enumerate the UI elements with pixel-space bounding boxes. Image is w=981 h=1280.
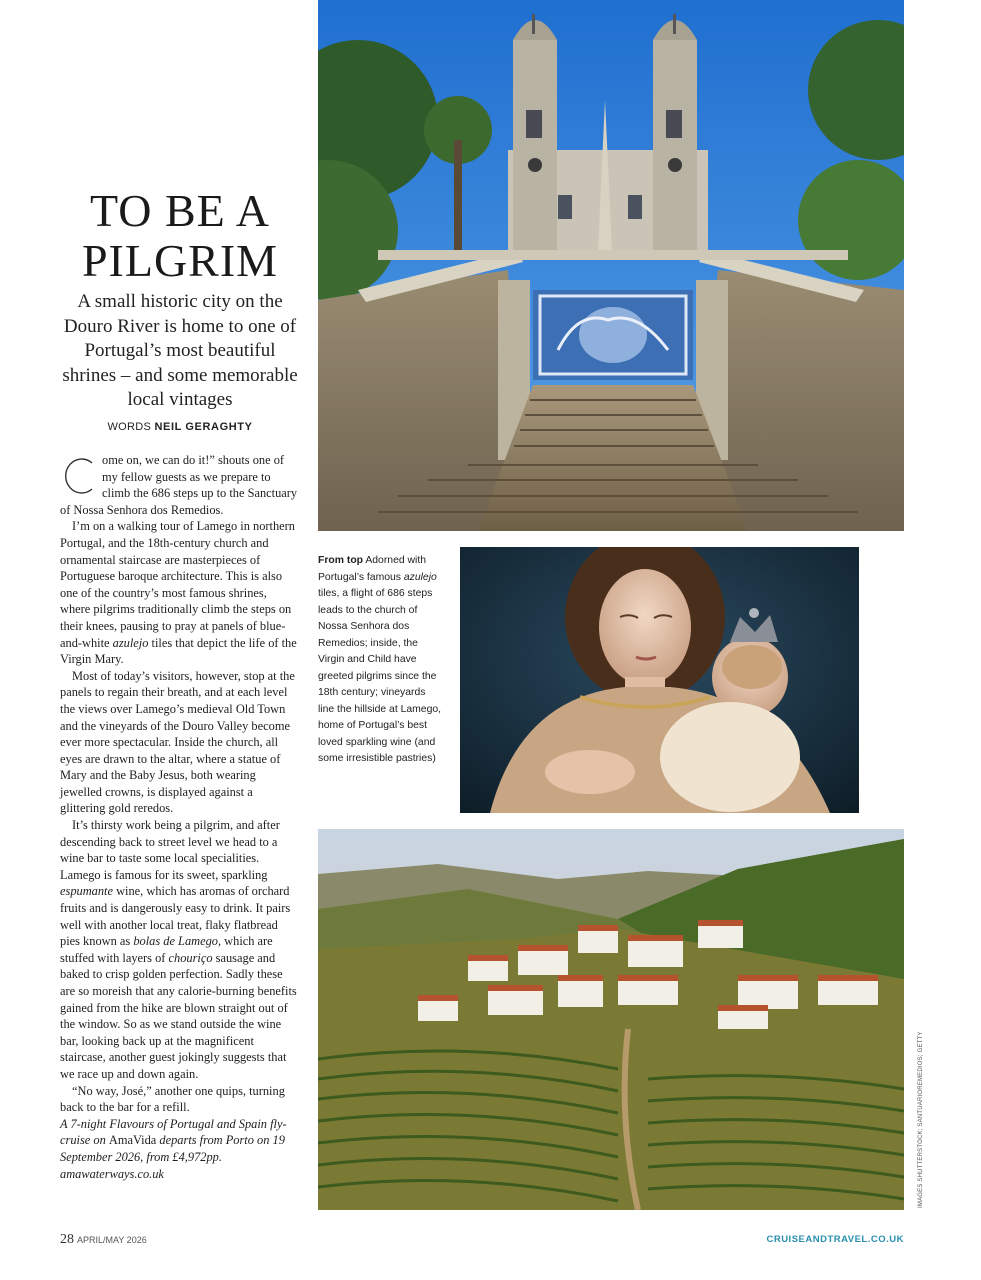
espumante-term: espumante: [60, 884, 113, 899]
article-paragraph-4-text-c: which are stuffed with layers of: [60, 934, 273, 965]
cruise-offer: [60, 1116, 298, 1182]
article-body: [60, 452, 298, 1182]
photo-vineyards-lamego: [318, 829, 904, 1210]
caption-text-b: tiles, a flight of 686 steps leads to the church of Nossa Senhora dos Remedios; inside, the Virgin and Child have greeted pilgrims since the 18th century; vineyards line the hillside at Lamego, home of Portugal’s best loved sparkling wine (and some irresistible pastries): [318, 588, 442, 764]
image-credit: IMAGES SHUTTERSTOCK; SANTUARIOREMEDIOS; GETTY: [918, 1031, 924, 1208]
cruise-offer-text-b: departs from Porto on 19 September 2026, from £4,972pp. amawaterways.co.uk: [60, 1133, 285, 1181]
cruise-brand: AmaVida: [108, 1133, 157, 1148]
article-paragraph-3: Most of today’s visitors, however, stop at the panels to regain their breath, and at each level the views over Lamego’s medieval Old Town and the vineyards of the Douro Valley become ever more spectacular. Inside the church, all eyes are drawn to the altar, where a statue of Mary and the Baby Jesus, both wearing jewelled crowns, is displayed against a glittering gold reredos.: [60, 668, 295, 816]
headline-line-2: PILGRIM: [81, 235, 279, 286]
article-paragraph-5: “No way, José,” another one quips, turning back to the bar for a refill.: [60, 1083, 285, 1115]
article-paragraph-2-text-a: I’m on a walking tour of Lamego in northern Portugal, and the 18th-century church and ornamental staircase are masterpieces of Portuguese baroque architecture. This is also one of the country’s most famous shrines, where pilgrims traditionally climb the steps on their knees, pausing to pray at panels of blue-and-white: [60, 519, 295, 650]
article-paragraph-2: [60, 518, 298, 667]
standfirst: A small historic city on the Douro River is home to one of Portugal’s most beautiful shrines – and some memorable local vintages: [62, 291, 298, 410]
article-paragraph-2-text-b: tiles that depict the life of the Virgin Mary.: [60, 635, 297, 667]
article-paragraph-4: [60, 817, 298, 1083]
article-paragraph-4-text-b: wine, which has aromas of orchard fruits and is dangerously easy to drink. It pairs well with another local treat, flaky flatbread pies known as: [60, 884, 291, 949]
article-paragraph-1: [60, 452, 298, 518]
chourico-term: chouriço: [168, 950, 213, 965]
page-folio: [60, 1232, 147, 1248]
drop-cap-c: [60, 454, 96, 498]
issue-date: APRIL/MAY 2026: [77, 1235, 147, 1245]
photo-virgin-and-child: [460, 547, 859, 813]
azulejo-term: azulejo: [112, 635, 149, 650]
caption-azulejo-term: azulejo: [403, 571, 437, 583]
bolas-term: bolas de Lamego,: [133, 934, 222, 949]
caption-lead: From top: [318, 555, 364, 566]
byline-prefix: WORDS: [107, 421, 152, 433]
article-paragraph-4-text-d: sausage and baked to crisp golden perfection. Sadly these are so moreish that any calorie-burning benefits gained from the hike are blown straight out of the window. So as we stand outside the wine bar, looking back up at the magnificent staircase, another guest jokingly suggests that we race up and down again.: [60, 950, 297, 1081]
headline-line-1: TO BE A: [90, 185, 270, 236]
byline: [60, 421, 300, 433]
byline-author: NEIL GERAGHTY: [154, 421, 253, 433]
photo-caption: [318, 553, 444, 768]
website-url[interactable]: CRUISEANDTRAVEL.CO.UK: [766, 1234, 904, 1245]
headline: [60, 186, 300, 286]
cruise-offer-text-a: A 7-night Flavours of Portugal and Spain fly-cruise on: [60, 1116, 287, 1148]
page-number: 28: [60, 1232, 74, 1247]
article-paragraph-1-text: ome on, we can do it!” shouts one of my fellow guests as we prepare to climb the 686 steps up to the Sanctuary of Nossa Senhora dos Remedios.: [60, 453, 298, 517]
photo-church-staircase: [318, 0, 904, 531]
caption-text-a: Adorned with Portugal’s famous: [318, 555, 426, 583]
article-paragraph-4-text-a: It’s thirsty work being a pilgrim, and after descending back to street level we head to a wine bar to taste some local specialities. Lamego is famous for its sweet, sparkling: [60, 818, 280, 882]
